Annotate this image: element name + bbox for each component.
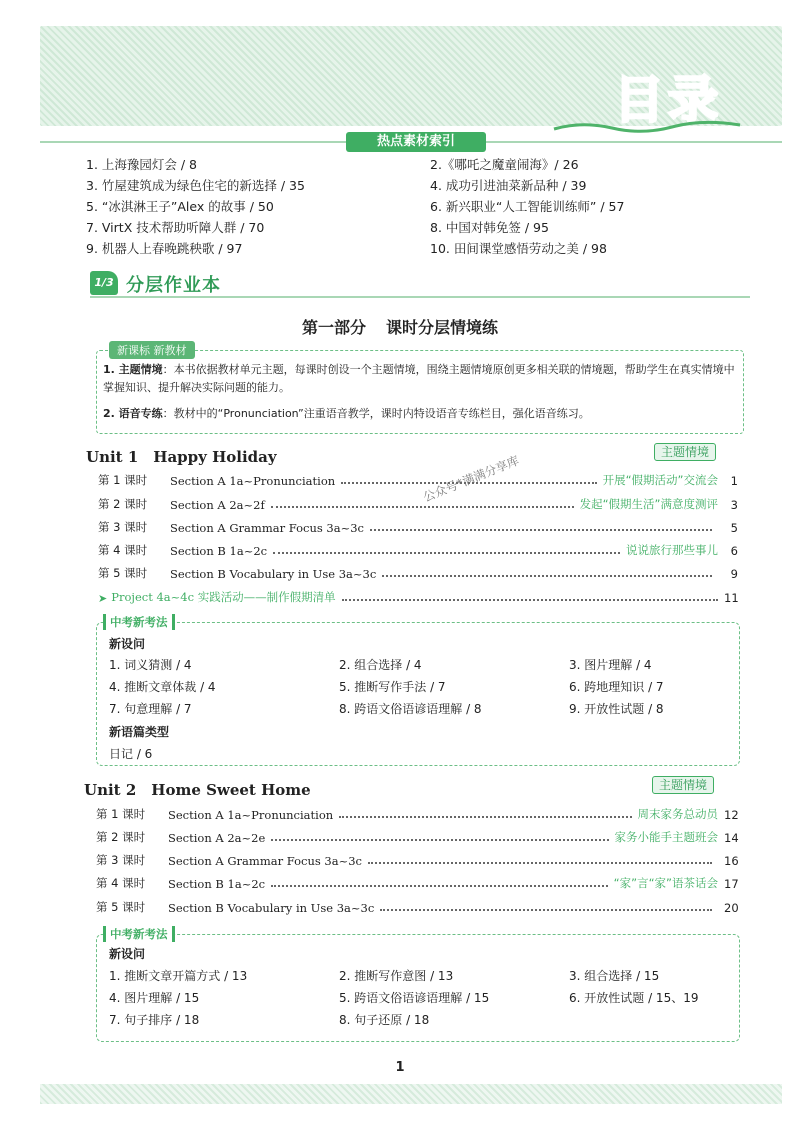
hot-item[interactable]: 3. 竹屋建筑成为绿色住宅的新选择 / 35 <box>86 178 305 193</box>
exam-item[interactable]: 2. 推断写作意图 / 13 <box>339 969 454 983</box>
hot-item[interactable]: 1. 上海豫园灯会 / 8 <box>86 157 198 172</box>
footer-band <box>40 1084 782 1104</box>
toc-row[interactable]: 第 1 课时 Section A 1a~Pronunciation 周末家务总动员 12 <box>96 807 739 822</box>
exam-item[interactable]: 5. 推断写作手法 / 7 <box>339 680 446 694</box>
toc-row[interactable]: 第 3 课时 Section A Grammar Focus 3a~3c 5 <box>98 520 738 535</box>
theme-tag: 主题情境 <box>654 443 716 461</box>
watermark: 公众号*满满分享库 <box>421 453 522 505</box>
exam-subtitle: 新设问 <box>109 637 146 651</box>
send-icon: ➤ <box>98 592 108 605</box>
exam-item[interactable]: 3. 图片理解 / 4 <box>569 658 652 672</box>
exam-subtitle: 新语篇类型 <box>109 725 170 739</box>
toc-row[interactable]: 第 4 课时 Section B 1a~2c “家”言“家”语茶话会 17 <box>96 876 739 891</box>
exam-item[interactable]: 3. 组合选择 / 15 <box>569 969 660 983</box>
exam-item[interactable]: 6. 开放性试题 / 15、19 <box>569 991 699 1005</box>
hot-index-header <box>40 132 782 152</box>
hot-item[interactable]: 9. 机器人上春晚跳秧歌 / 97 <box>86 241 243 256</box>
project-row[interactable]: ➤ Project 4a~4c 实践活动——制作假期清单 11 <box>98 590 739 605</box>
exam-item[interactable]: 2. 组合选择 / 4 <box>339 658 422 672</box>
intro-paragraph-1: 1. 主题情境：本书依据教材单元主题，每课时创设一个主题情境，围绕主题情境原创更多相关联的情境题，帮助学生在真实情境中掌握知识、提升解决实际问题的能力。 <box>103 363 735 394</box>
exam-item[interactable]: 8. 句子还原 / 18 <box>339 1013 430 1027</box>
hot-item[interactable]: 6. 新兴职业“人工智能训练师” / 57 <box>430 199 625 214</box>
unit-1-title[interactable]: Unit 1 Happy Holiday <box>86 448 277 466</box>
section-title: 分层作业本 <box>126 275 221 296</box>
exam-item[interactable]: 4. 图片理解 / 15 <box>109 991 200 1005</box>
toc-row[interactable]: 第 4 课时 Section B 1a~2c 说说旅行那些事儿 6 <box>98 543 738 558</box>
toc-row[interactable]: 第 2 课时 Section A 2a~2e 家务小能手主题班会 14 <box>96 830 739 845</box>
toc-row[interactable]: 第 1 课时 Section A 1a~Pronunciation 开展“假期活动”交流会 1 <box>98 473 738 488</box>
exam-item[interactable]: 日记 / 6 <box>109 747 153 761</box>
exam-item[interactable]: 1. 词义猜测 / 4 <box>109 658 192 672</box>
exam-box <box>96 615 740 766</box>
toc-row[interactable]: 第 3 课时 Section A Grammar Focus 3a~3c 16 <box>96 853 739 868</box>
hot-index-label: 热点素材索引 <box>346 132 486 152</box>
hot-item[interactable]: 2.《哪吒之魔童闹海》/ 26 <box>430 157 579 172</box>
exam-item[interactable]: 5. 跨语文俗语谚语理解 / 15 <box>339 991 490 1005</box>
toc-row[interactable]: 第 2 课时 Section A 2a~2f 发起“假期生活”满意度测评 3 <box>98 497 738 512</box>
toc-row[interactable]: 第 5 课时 Section B Vocabulary in Use 3a~3c 9 <box>98 566 738 581</box>
hot-index-list <box>86 156 746 257</box>
hot-item[interactable]: 8. 中国对韩免签 / 95 <box>430 220 549 235</box>
unit-2-title[interactable]: Unit 2 Home Sweet Home <box>84 781 311 799</box>
exam-grid <box>109 657 729 718</box>
exam-item[interactable]: 8. 跨语文俗语谚语理解 / 8 <box>339 702 482 716</box>
page-title: 目录 <box>614 71 722 129</box>
exam-item[interactable]: 4. 推断文章体裁 / 4 <box>109 680 216 694</box>
exam-subtitle: 新设问 <box>109 947 146 961</box>
part-title: 第一部分 课时分层情境练 <box>301 318 499 337</box>
exam-item[interactable]: 7. 句子排序 / 18 <box>109 1013 200 1027</box>
exam-item[interactable]: 6. 跨地理知识 / 7 <box>569 680 664 694</box>
intro-box <box>96 344 744 434</box>
hot-item[interactable]: 4. 成功引进油菜新品种 / 39 <box>430 178 587 193</box>
exam-item[interactable]: 9. 开放性试题 / 8 <box>569 702 664 716</box>
exam-item[interactable]: 1. 推断文章开篇方式 / 13 <box>109 969 248 983</box>
exam-tag: 中考新考法 <box>103 926 175 942</box>
section-header <box>90 271 750 297</box>
page-number: 1 <box>395 1060 405 1075</box>
hot-item[interactable]: 7. VirtX 技术帮助听障人群 / 70 <box>86 220 265 235</box>
exam-box <box>96 927 740 1042</box>
exam-grid <box>109 968 729 1029</box>
header-banner <box>40 26 782 129</box>
section-badge: 1/3 <box>90 271 118 295</box>
exam-tag: 中考新考法 <box>103 614 175 630</box>
hot-item[interactable]: 5. “冰淇淋王子”Alex 的故事 / 50 <box>86 199 274 214</box>
intro-tag: 新课标 新教材 <box>109 341 195 359</box>
intro-paragraph-2: 2. 语音专练：教材中的“Pronunciation”注重语音教学，课时内特设语音专练栏目，强化语音练习。 <box>103 407 590 420</box>
toc-row[interactable]: 第 5 课时 Section B Vocabulary in Use 3a~3c 20 <box>96 900 739 915</box>
hot-item[interactable]: 10. 田间课堂感悟劳动之美 / 98 <box>430 241 607 256</box>
exam-item[interactable]: 7. 句意理解 / 7 <box>109 702 192 716</box>
theme-tag: 主题情境 <box>652 776 714 794</box>
